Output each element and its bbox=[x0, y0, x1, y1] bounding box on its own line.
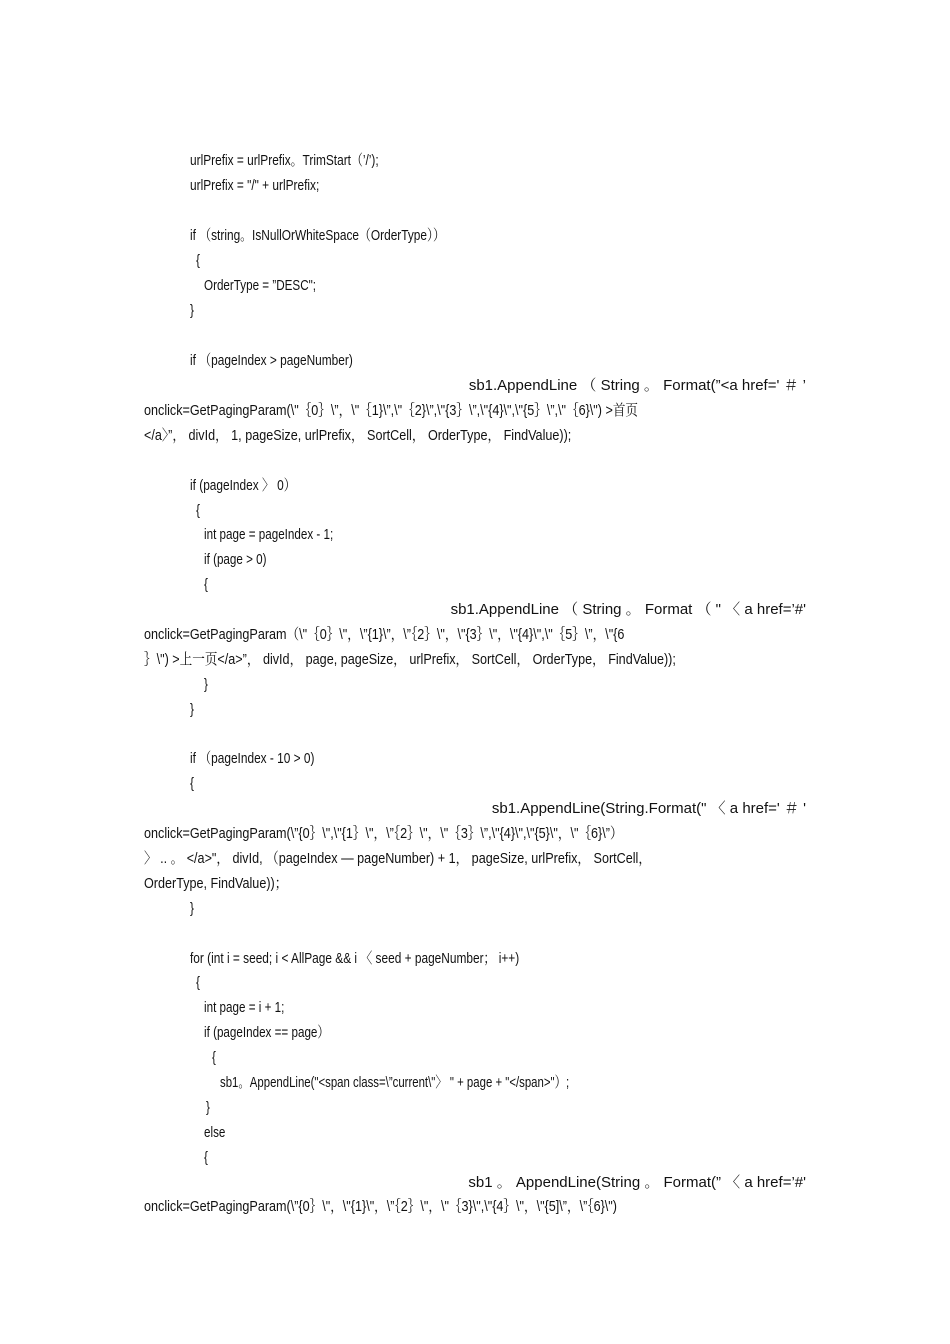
code-line: } bbox=[206, 1099, 210, 1116]
code-line: int page = pageIndex - 1; bbox=[204, 526, 334, 543]
code-line-justified bbox=[144, 373, 806, 398]
code-line: { bbox=[196, 252, 200, 269]
code-line: </a〉”， divId， 1, pageSize, urlPrefix， SortCell， OrderType， FindValue)); bbox=[144, 427, 572, 444]
code-line: int page = i + 1; bbox=[204, 999, 285, 1016]
code-line: { bbox=[204, 576, 208, 593]
code-line-text: sb1.AppendLine （ String 。 Format （ " 〈 a href=’#' bbox=[450, 601, 806, 618]
code-line: { bbox=[212, 1049, 216, 1066]
code-line: if (page > 0) bbox=[204, 551, 267, 568]
code-line: { bbox=[196, 974, 200, 991]
code-line: 〉 .. 。 </a>"， divId, （pageIndex — pageNumber) + 1， pageSize, urlPrefix， SortCell， bbox=[144, 850, 651, 867]
code-line: if (pageIndex == page） bbox=[204, 1024, 330, 1041]
code-line-text: sb1.AppendLine （ String 。 Format(”<a href=' ＃ ’ bbox=[468, 377, 806, 394]
code-line: } bbox=[204, 676, 208, 693]
code-line: } bbox=[190, 900, 194, 917]
code-line: } bbox=[190, 302, 194, 319]
code-line: OrderType, FindValue))； bbox=[144, 875, 288, 892]
code-line: else bbox=[204, 1124, 226, 1141]
code-line: onclick=GetPagingParam(\”{0｝\",\"{1｝\"，\”｛2｝\"，\"｛3｝\”,\"{4}\",\"{5}\"，\"｛6}\”） bbox=[144, 825, 623, 842]
code-line: urlPrefix = "/" + urlPrefix; bbox=[190, 177, 320, 194]
code-line-justified bbox=[144, 1170, 806, 1195]
code-line-text: sb1 。 AppendLine(String 。 Format(” 〈 a href=’#' bbox=[468, 1174, 806, 1191]
code-line: { bbox=[196, 502, 200, 519]
code-line: onclick=GetPagingParam(\"｛0｝\”，\"｛1}\”,\"｛2}\”,\"{3｝\”,\"{4}\",\"{5｝\”,\"｛6}\") >首页 bbox=[144, 402, 639, 419]
code-line: urlPrefix = urlPrefix。TrimStart（’/’); bbox=[190, 152, 379, 169]
code-line: { bbox=[204, 1149, 208, 1166]
code-line: ｝\") >上一页</a>”， divId， page, pageSize， urlPrefix， SortCell， OrderType， FindValue)); bbox=[144, 651, 676, 668]
code-line-text: sb1.AppendLine(String.Format(" 〈 a href=' ＃ ' bbox=[491, 800, 806, 817]
code-line-justified bbox=[144, 597, 806, 622]
code-line: } bbox=[190, 701, 194, 718]
code-line: if （string。IsNullOrWhiteSpace（OrderType）） bbox=[190, 227, 445, 244]
code-line: if （pageIndex > pageNumber) bbox=[190, 352, 353, 369]
code-line: if （pageIndex - 10 > 0) bbox=[190, 750, 315, 767]
code-line-justified bbox=[144, 796, 806, 821]
code-line: for (int i = seed; i < AllPage && i 〈 seed + pageNumber； i++) bbox=[190, 950, 520, 967]
code-line: sb1。AppendLine("<span class=\”current\"〉 " + page + "</span>"）; bbox=[220, 1074, 570, 1091]
code-line: onclick=GetPagingParam（\"｛0｝\"，\”{1}\”，\”｛2｝\"，\"{3｝\"，\"{4}\",\"｛5｝\”，\"{6 bbox=[144, 626, 625, 643]
code-line: OrderType = ”DESC"; bbox=[204, 277, 316, 294]
code-line: onclick=GetPagingParam(\”{0｝\"，\"{1}\"，\”｛2｝\"，\"｛3}\",\"{4｝\"，\"{5]\”，\”｛6}\") bbox=[144, 1198, 617, 1215]
code-line: { bbox=[190, 775, 194, 792]
code-line: if (pageIndex 〉 0） bbox=[190, 477, 296, 494]
